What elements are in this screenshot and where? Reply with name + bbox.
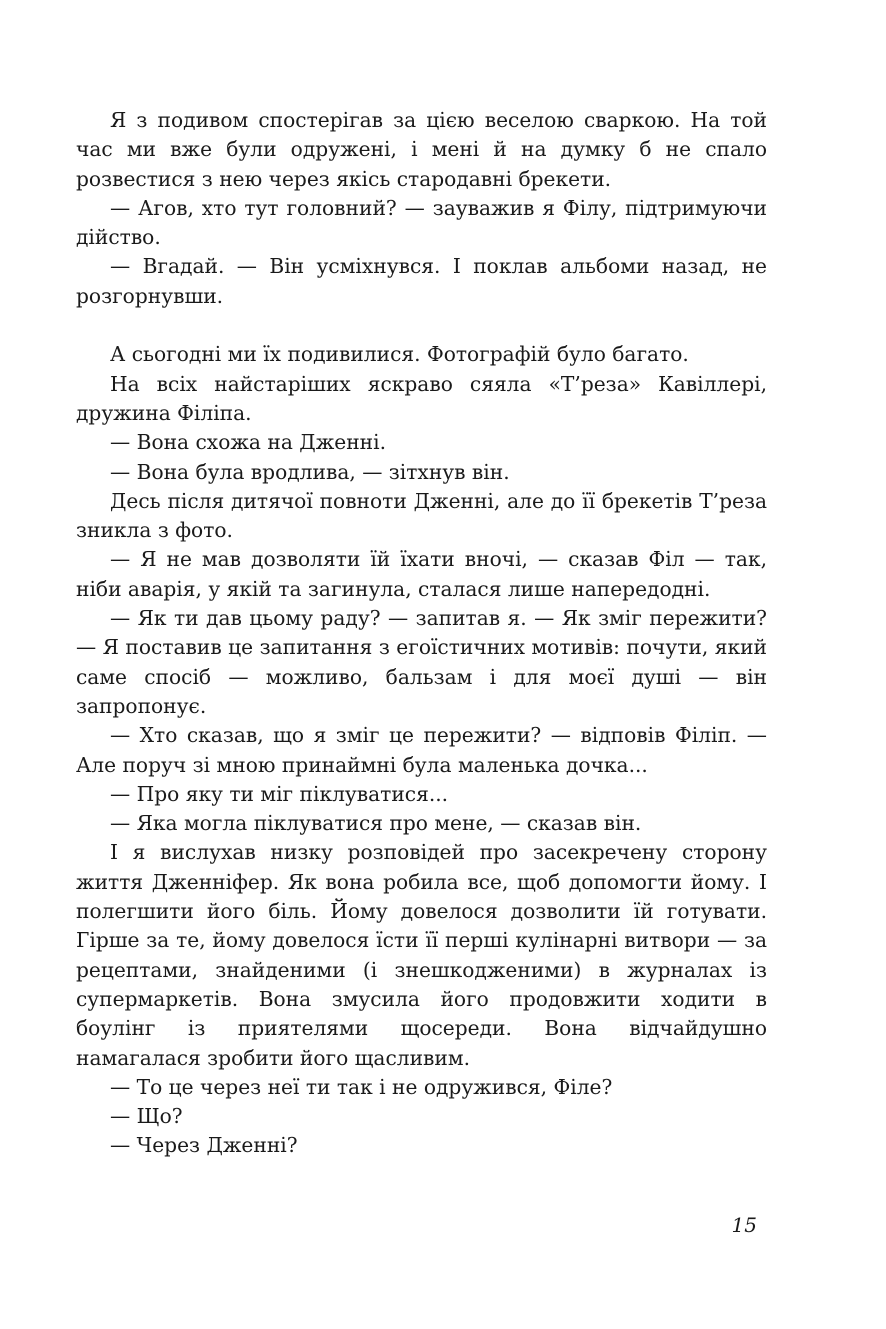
paragraph: Я з подивом спостерігав за цією веселою сваркою. На той час ми вже були одружені, і мені й на думку б не спало розвестися з нею через якісь стародавні брекети. [76,108,767,191]
paragraph: — То це через неї ти так і не одружився, Філе? [110,1074,613,1099]
paragraph: І я вислухав низку розповідей про засекречену сторону життя Дженніфер. Як вона робила все, щоб допомогти йому. І полегшити його біль. Йому довелося дозволити їй готувати. Гірше за те, йому довелося їсти її перші кулінарні витвори — за рецептами, знайденими (і знешкодженими) в журналах із супермаркетів. Вона змусила його продовжити ходити в боулінг із приятелями щосереди. Вона відчайдушно намагалася зробити його щасливим. [76,840,767,1070]
paragraph: А сьогодні ми їх подивилися. Фотографій було багато. [110,342,689,367]
paragraph: Десь після дитячої повноти Дженні, але до її брекетів Т’реза зникла з фото. [76,488,767,543]
paragraph: — Через Дженні? [110,1133,298,1158]
paragraph: — Яка могла піклуватися про мене, — сказав він. [110,811,642,836]
paragraph: — Хто сказав, що я зміг це пережити? — відповів Філіп. — Але поруч зі мною принаймні була маленька дочка... [76,723,767,777]
paragraph: — Вона схожа на Дженні. [110,430,386,455]
section-break [76,311,767,340]
page-number: 15 [731,1213,757,1237]
paragraph: — Агов, хто тут головний? — зауважив я Філу, підтримуючи дійство. [76,195,767,250]
book-page-text [76,106,767,1161]
paragraph: — Що? [110,1104,183,1129]
paragraph: — Я не мав дозволяти їй їхати вночі, — сказав Філ — так, ніби аварія, у якій та загинула, сталася лише напередодні. [76,547,767,601]
paragraph: — Вгадай. — Він усміхнувся. І поклав альбоми назад, не розгорнувши. [76,254,767,308]
paragraph: — Вона була вродлива, — зітхнув він. [110,459,510,484]
paragraph: — Як ти дав цьому раду? — запитав я. — Як зміг пережити? — Я поставив це запитання з егоїстичних мотивів: почути, який саме спосіб — можливо, бальзам і для моєї душі — він запропонує. [76,606,767,718]
paragraph: На всіх найстаріших яскраво сяяла «Т’реза» Кавіллері, дружина Філіпа. [76,371,767,425]
paragraph: — Про яку ти міг піклуватися... [110,781,449,806]
